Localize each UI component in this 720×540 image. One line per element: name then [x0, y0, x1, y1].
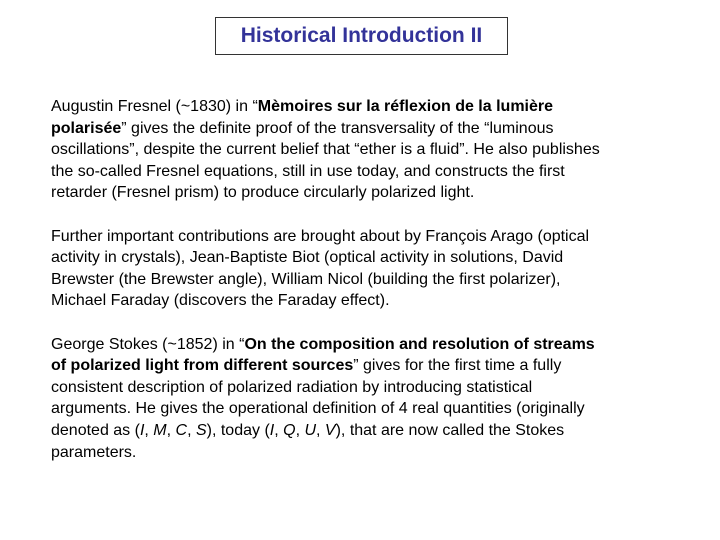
title-box — [215, 17, 508, 55]
text-line: arguments. He gives the operational definition of 4 real quantities (originally — [51, 400, 585, 418]
text-line — [51, 334, 681, 356]
text-run: , — [166, 421, 176, 439]
slide-title: Historical Introduction II — [240, 24, 483, 47]
slide-body — [51, 96, 681, 485]
text-line — [51, 420, 681, 442]
italic-symbol: V — [324, 421, 336, 439]
text-line — [51, 96, 681, 118]
bold-title-run: of polarized light from different sources — [51, 357, 354, 375]
text-run: , — [295, 421, 305, 439]
text-run: ), that are now called the Stokes — [335, 421, 565, 439]
text-run: denoted as ( — [51, 421, 140, 439]
text-line: consistent description of polarized radiation by introducing statistical — [51, 378, 533, 396]
text-line: Michael Faraday (discovers the Faraday effect). — [51, 292, 390, 310]
italic-symbol: M — [153, 421, 167, 439]
bold-title-run: polarisée — [51, 119, 122, 137]
text-line — [51, 355, 681, 377]
text-run: , — [144, 421, 154, 439]
text-line: retarder (Fresnel prism) to produce circularly polarized light. — [51, 184, 475, 202]
italic-symbol: C — [175, 421, 188, 439]
italic-symbol: U — [304, 421, 317, 439]
bold-title-run: On the composition and resolution of streams — [244, 335, 595, 353]
italic-symbol: I — [139, 421, 145, 439]
text-line: activity in crystals), Jean-Baptiste Biot (optical activity in solutions, David — [51, 249, 564, 267]
italic-symbol: S — [195, 421, 207, 439]
text-line: the so-called Fresnel equations, still in use today, and constructs the first — [51, 162, 565, 180]
text-run: , — [187, 421, 196, 439]
text-run: ), today ( — [206, 421, 270, 439]
italic-symbol: I — [269, 421, 275, 439]
text-line: oscillations”, despite the current belief that “ether is a fluid”. He also publishes — [51, 141, 600, 159]
text-run: ” gives the definite proof of the transversality of the “luminous — [121, 119, 554, 137]
text-line: Further important contributions are brought about by François Arago (optical — [51, 227, 590, 245]
text-run: ” gives for the first time a fully — [353, 357, 562, 375]
text-line: parameters. — [51, 443, 137, 461]
text-line: Brewster (the Brewster angle), William Nicol (building the first polarizer), — [51, 270, 561, 288]
paragraph-contributions — [51, 226, 681, 312]
text-run: , — [274, 421, 284, 439]
italic-symbol: Q — [283, 421, 296, 439]
paragraph-stokes — [51, 334, 681, 464]
text-run: Augustin Fresnel (~1830) in “ — [51, 98, 258, 115]
bold-title-run: Mèmoires sur la réflexion de la lumière — [257, 98, 554, 115]
text-run: , — [316, 421, 325, 439]
paragraph-fresnel — [51, 96, 681, 204]
text-run: George Stokes (~1852) in “ — [51, 335, 245, 353]
text-line — [51, 118, 681, 140]
